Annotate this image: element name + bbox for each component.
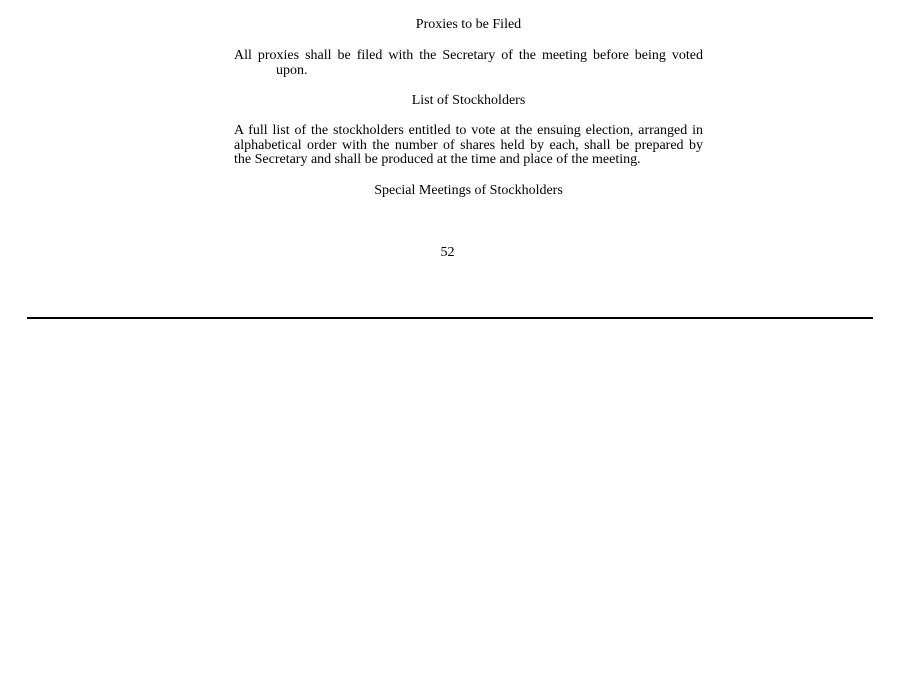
paragraph-line: All proxies shall be filed with the Secretary of the meeting before being voted	[234, 48, 703, 63]
paragraph-line: A full list of the stockholders entitled to vote at the ensuing election, arranged in	[234, 123, 703, 138]
section-heading-proxies: Proxies to be Filed	[415, 17, 522, 32]
paragraph-line: alphabetical order with the number of shares held by each, shall be prepared by	[234, 137, 703, 153]
section-heading-special-meetings: Special Meetings of Stockholders	[374, 183, 563, 198]
page-number: 52	[440, 245, 455, 260]
paragraph-proxies	[234, 49, 703, 64]
paragraph-line-continuation: upon.	[276, 62, 308, 78]
section-heading-list-of-stockholders: List of Stockholders	[411, 93, 526, 108]
page-break-divider	[27, 317, 873, 319]
paragraph-line: the Secretary and shall be produced at the time and place of the meeting.	[234, 152, 641, 167]
paragraph-list-of-stockholders	[234, 124, 703, 168]
